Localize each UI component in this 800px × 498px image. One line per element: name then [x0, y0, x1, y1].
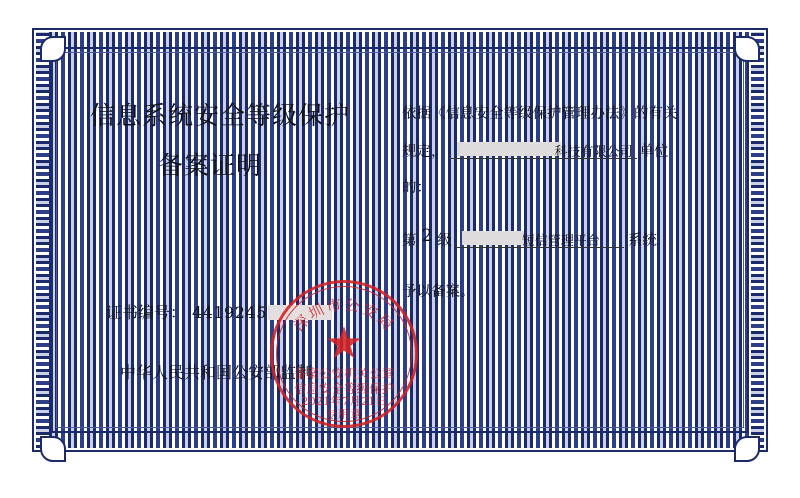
redaction-block [462, 231, 524, 245]
system-name-blank [456, 230, 624, 248]
certificate-filed-line: 予以备案。 [402, 284, 475, 300]
level-suffix: 级 [437, 233, 452, 249]
level-prefix: 第 [402, 233, 417, 249]
regulation-prefix: 规定， [402, 144, 446, 160]
certificate-title-line-1: 信息系统安全等级保护 [90, 101, 351, 130]
certificate-right-column [402, 58, 738, 422]
certificate-body-line-2 [402, 140, 669, 161]
certificate-body-line-1: 依据《信息安全等级保护管理办法》的有关 [402, 106, 678, 122]
system-word: 系统 [627, 233, 657, 249]
company-name-suffix: 科技有限公司 [554, 145, 633, 160]
redaction-block [457, 142, 561, 156]
system-name-value: 短信管理平台 [521, 234, 600, 249]
seal-date: 2021年7月21日 [301, 394, 387, 408]
unit-word: 单位 [639, 144, 669, 160]
certificate-level-line [402, 226, 657, 250]
corner-ornament-icon [40, 436, 66, 462]
seal-star-icon: ★ [324, 319, 364, 368]
company-name-blank [449, 141, 637, 159]
seal-arc-label: 深圳市公安局 [289, 295, 399, 335]
seal-program-line: 信息安全等级保护 [293, 381, 394, 396]
official-red-seal [270, 280, 418, 428]
seal-special-use-line: 专用章 [325, 407, 363, 421]
certificate-content [62, 58, 738, 422]
level-number: 2 [421, 226, 433, 246]
certificate-title-line-2: 备案证明 [158, 151, 263, 180]
corner-ornament-icon [734, 436, 760, 462]
certificate-number-value: 4419245 [192, 303, 267, 322]
certificate-issuer: 中华人民共和国公安部监制 [120, 363, 313, 382]
certificate-body-line-3: 的： [402, 180, 431, 196]
certificate-number-label: 证书编号： [106, 303, 187, 322]
seal-authority-line: 备案公安机关公章 [293, 366, 394, 381]
